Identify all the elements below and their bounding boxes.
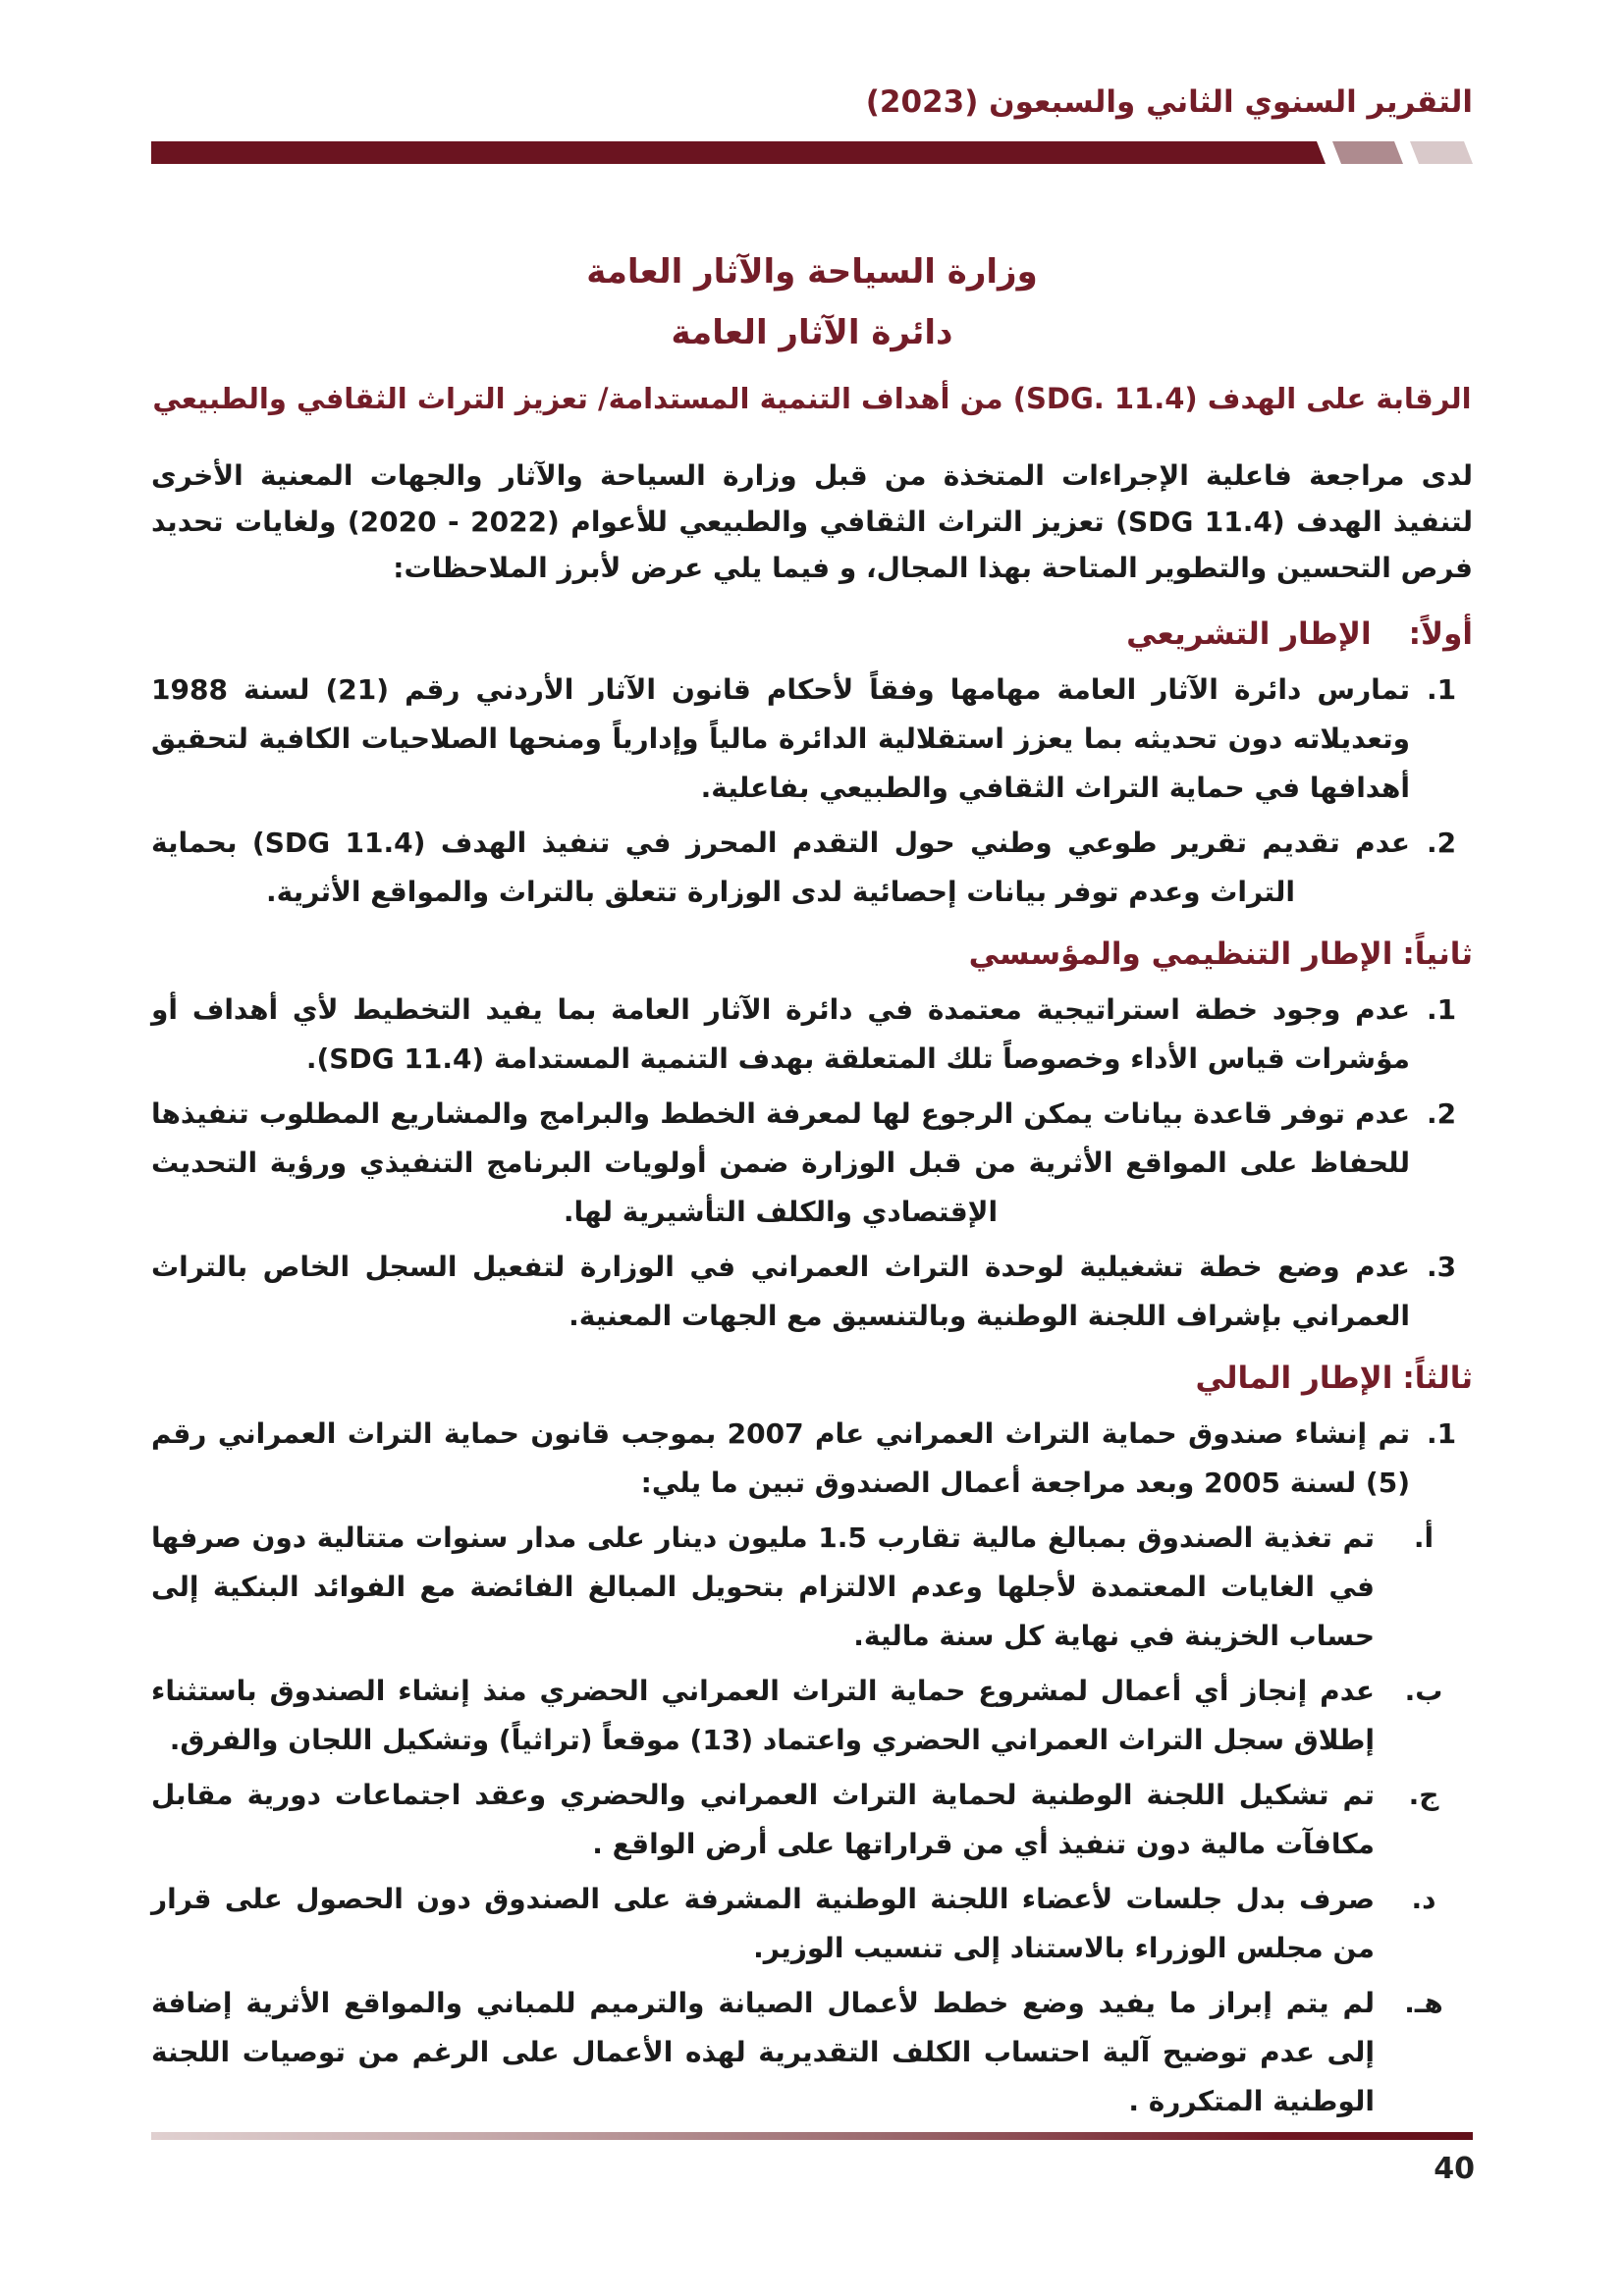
section-heading-organizational xyxy=(151,936,1473,972)
list-item xyxy=(151,986,1473,1084)
section-title: الإطار التشريعي xyxy=(1126,616,1372,652)
list-item xyxy=(151,819,1473,917)
sub-item-text: تم تشكيل اللجنة الوطنية لحماية التراث العمراني والحضري وعقد اجتماعات دورية مقابل مكافآت مالية دون تنفيذ أي من قراراتها على أرض الواقع . xyxy=(151,1779,1375,1860)
list-item xyxy=(151,1243,1473,1341)
report-header-title: التقرير السنوي الثاني والسبعون (2023) xyxy=(865,84,1473,120)
item-number: 2. xyxy=(1426,827,1457,859)
item-number: 1. xyxy=(1426,1417,1457,1450)
item-text: عدم وضع خطة تشغيلية لوحدة التراث العمراني في الوزارة لتفعيل السجل الخاص بالتراث العمراني بإشراف اللجنة الوطنية وبالتنسيق مع الجهات المعنية. xyxy=(151,1251,1410,1332)
item-text: عدم وجود خطة استراتيجية معتمدة في دائرة الآثار العامة بما يفيد التخطيط لأي أهداف أو مؤشرات قياس الأداء وخصوصاً تلك المتعلقة بهدف التنمية المستدامة ‪(SDG 11.4)‬. xyxy=(151,993,1410,1075)
list-item xyxy=(151,1090,1473,1237)
section-organizational-items xyxy=(151,986,1473,1341)
sub-list-item xyxy=(151,1979,1473,2126)
section-label: ثالثاً: xyxy=(1402,1361,1473,1396)
item-number: 1. xyxy=(1426,993,1457,1026)
sub-item-letter: أ. xyxy=(1413,1522,1435,1554)
sub-item-text: تم تغذية الصندوق بمبالغ مالية تقارب 1.5 مليون دينار على مدار سنوات متتالية دون صرفها في الغايات المعتمدة لأجلها وعدم الالتزام بتحويل المبالغ الفائضة مع الفوائد البنكية إلى حساب الخزينة في نهاية كل سنة مالية. xyxy=(151,1522,1375,1652)
department-title: دائرة الآثار العامة xyxy=(671,313,953,352)
ministry-title: وزارة السياحة والآثار العامة xyxy=(586,252,1038,292)
sub-item-letter: ج. xyxy=(1408,1779,1439,1811)
section-label: أولاً: xyxy=(1408,616,1473,652)
list-item xyxy=(151,1410,1473,1508)
intro-paragraph: لدى مراجعة فاعلية الإجراءات المتخذة من قبل وزارة السياحة والآثار والجهات المعنية الأخرى لتنفيذ الهدف ‪(SDG 11.4)‬ تعزيز التراث الثقافي والطبيعي للأعوام ‪(2020 - 2022)‬ ولغايات تحديد فرص التحسين والتطوير المتاحة بهذا المجال، و فيما يلي عرض لأبرز الملاحظات: xyxy=(151,459,1473,584)
header-bar-segment-mid xyxy=(1332,141,1403,164)
section-financial-items xyxy=(151,1410,1473,2126)
goal-title: الرقابة على الهدف ‪(SDG. 11.4)‬ من أهداف التنمية المستدامة/ تعزيز التراث الثقافي والطبيعي xyxy=(152,382,1472,415)
item-text: عدم تقديم تقرير طوعي وطني حول التقدم المحرز في تنفيذ الهدف ‪(SDG 11.4)‬ بحماية التراث وعدم توفر بيانات إحصائية لدى الوزارة تتعلق بالتراث والمواقع الأثرية. xyxy=(151,827,1410,908)
list-item xyxy=(151,666,1473,813)
section-title: الإطار التنظيمي والمؤسسي xyxy=(968,936,1393,972)
item-text: عدم توفر قاعدة بيانات يمكن الرجوع لها لمعرفة الخطط والبرامج والمشاريع المطلوب تنفيذها للحفاظ على المواقع الأثرية من قبل الوزارة ضمن أولويات البرنامج التنفيذي ورؤية التحديث الإقتصادي والكلف التأشيرية لها. xyxy=(151,1097,1410,1228)
sub-item-text: صرف بدل جلسات لأعضاء اللجنة الوطنية المشرفة على الصندوق دون الحصول على قرار من مجلس الوزراء بالاستناد إلى تنسيب الوزير. xyxy=(151,1883,1375,1964)
section-legislative-items xyxy=(151,666,1473,917)
section-heading-legislative xyxy=(151,616,1473,652)
item-text: تمارس دائرة الآثار العامة مهامها وفقاً لأحكام قانون الآثار الأردني رقم (21) لسنة 1988 وتعديلاته دون تحديثه بما يعزز استقلالية الدائرة مالياً وإدارياً ومنحها الصلاحيات الكافية لتحقيق أهدافها في حماية التراث الثقافي والطبيعي بفاعلية. xyxy=(151,673,1410,804)
item-text: تم إنشاء صندوق حماية التراث العمراني عام 2007 بموجب قانون حماية التراث العمراني رقم (5) لسنة 2005 وبعد مراجعة أعمال الصندوق تبين ما يلي: xyxy=(151,1417,1410,1499)
section-title: الإطار المالي xyxy=(1195,1361,1393,1396)
item-number: 3. xyxy=(1426,1251,1457,1283)
sub-list-item xyxy=(151,1875,1473,1973)
header-decorative-bar xyxy=(151,141,1473,164)
page-number: 40 xyxy=(1434,2152,1475,2186)
item-number: 2. xyxy=(1426,1097,1457,1130)
sub-item-letter: هـ. xyxy=(1404,1987,1443,2019)
item-number: 1. xyxy=(1426,673,1457,706)
section-heading-financial xyxy=(151,1361,1473,1396)
header-bar-segment-dark xyxy=(151,141,1326,164)
sub-item-text: عدم إنجاز أي أعمال لمشروع حماية التراث العمراني الحضري منذ إنشاء الصندوق باستثناء إطلاق سجل التراث العمراني الحضري واعتماد (13) موقعاً (تراثياً) وتشكيل اللجان والفرق. xyxy=(151,1675,1375,1756)
section-label: ثانياً: xyxy=(1402,936,1473,972)
sub-item-letter: ب. xyxy=(1404,1675,1443,1707)
header-bar-segment-light xyxy=(1410,141,1473,164)
sub-list-item xyxy=(151,1514,1473,1661)
sub-list-item xyxy=(151,1667,1473,1765)
footer-gradient-rule xyxy=(151,2132,1473,2140)
sub-item-text: لم يتم إبراز ما يفيد وضع خطط لأعمال الصيانة والترميم للمباني والمواقع الأثرية إضافة إلى عدم توضيح آلية احتساب الكلف التقديرية لهذه الأعمال على الرغم من توصيات اللجنة الوطنية المتكررة . xyxy=(151,1987,1375,2117)
sub-item-letter: د. xyxy=(1411,1883,1436,1915)
sub-list-item xyxy=(151,1771,1473,1869)
